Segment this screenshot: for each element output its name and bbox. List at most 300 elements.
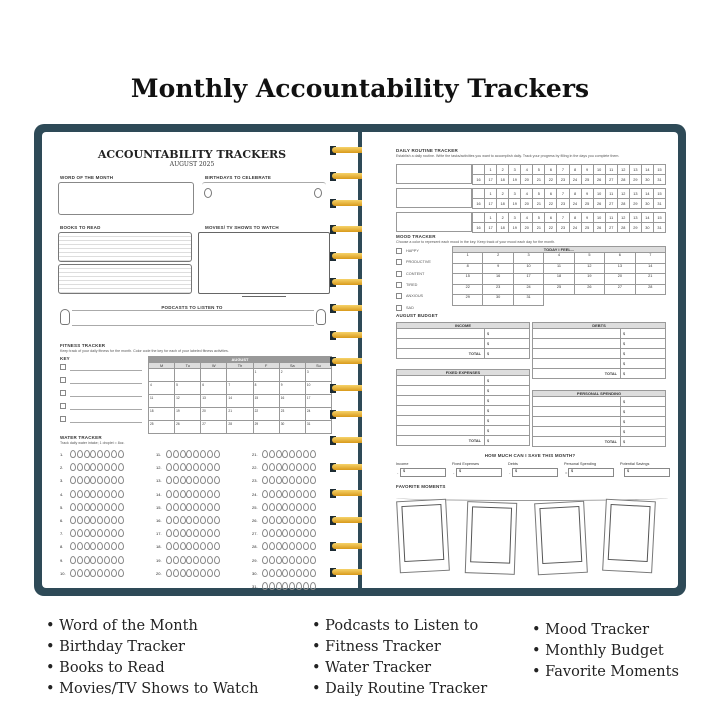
routine-day[interactable]: 19 — [509, 223, 521, 233]
routine-day[interactable]: 14 — [641, 189, 653, 199]
routine-task-box[interactable] — [396, 212, 472, 232]
water-droplet-icon[interactable] — [282, 529, 288, 537]
water-droplet-icon[interactable] — [104, 476, 110, 484]
save-field[interactable]: $ — [400, 468, 446, 477]
water-droplet-icon[interactable] — [200, 463, 206, 471]
routine-day[interactable]: 29 — [629, 199, 641, 209]
water-droplet-icon[interactable] — [282, 476, 288, 484]
water-droplet-icon[interactable] — [97, 556, 103, 564]
water-droplet-icon[interactable] — [84, 542, 90, 550]
water-droplet-icon[interactable] — [269, 516, 275, 524]
amount-field[interactable]: $ — [621, 329, 666, 339]
water-droplet-icon[interactable] — [193, 463, 199, 471]
water-droplet-icon[interactable] — [118, 476, 124, 484]
calendar-day[interactable]: 21 — [227, 408, 253, 421]
water-droplet-icon[interactable] — [262, 450, 268, 458]
water-droplet-icon[interactable] — [97, 516, 103, 524]
mood-day[interactable]: 12 — [574, 263, 604, 274]
water-droplet-icon[interactable] — [262, 490, 268, 498]
calendar-day[interactable]: 23 — [279, 408, 305, 421]
routine-day[interactable]: 29 — [629, 175, 641, 185]
water-droplet-icon[interactable] — [111, 463, 117, 471]
water-droplet-icon[interactable] — [111, 503, 117, 511]
water-droplet-icon[interactable] — [193, 450, 199, 458]
water-droplet-icon[interactable] — [303, 463, 309, 471]
routine-day[interactable]: 23 — [557, 223, 569, 233]
calendar-day[interactable]: 12 — [175, 395, 201, 408]
mood-day[interactable]: 22 — [453, 284, 483, 295]
water-droplet-icon[interactable] — [207, 542, 213, 550]
calendar-day[interactable]: 28 — [227, 421, 253, 434]
water-droplet-icon[interactable] — [200, 516, 206, 524]
water-droplet-icon[interactable] — [296, 542, 302, 550]
water-droplet-icon[interactable] — [207, 503, 213, 511]
water-droplet-icon[interactable] — [296, 450, 302, 458]
amount-field[interactable]: $ — [485, 406, 530, 416]
routine-day[interactable]: 4 — [521, 189, 533, 199]
water-droplet-icon[interactable] — [90, 542, 96, 550]
water-droplet-icon[interactable] — [70, 542, 76, 550]
water-droplet-icon[interactable] — [296, 463, 302, 471]
calendar-day[interactable]: 8 — [253, 382, 279, 395]
mood-day[interactable]: 17 — [513, 274, 543, 285]
water-droplet-icon[interactable] — [186, 516, 192, 524]
water-droplet-icon[interactable] — [193, 503, 199, 511]
calendar-day[interactable] — [201, 369, 227, 382]
routine-day[interactable]: 31 — [653, 223, 665, 233]
water-droplet-icon[interactable] — [84, 450, 90, 458]
water-droplet-icon[interactable] — [207, 450, 213, 458]
routine-day[interactable]: 15 — [653, 189, 665, 199]
amount-field[interactable]: $ — [485, 396, 530, 406]
water-droplet-icon[interactable] — [97, 569, 103, 577]
water-droplet-icon[interactable] — [269, 490, 275, 498]
water-droplet-icon[interactable] — [276, 450, 282, 458]
water-droplet-icon[interactable] — [310, 463, 316, 471]
amount-field[interactable]: $ — [485, 339, 530, 349]
water-droplet-icon[interactable] — [77, 490, 83, 498]
water-droplet-icon[interactable] — [180, 516, 186, 524]
calendar-day[interactable]: 11 — [149, 395, 175, 408]
mood-day[interactable]: 14 — [635, 263, 665, 274]
key-checkbox[interactable] — [60, 364, 66, 370]
water-droplet-icon[interactable] — [207, 476, 213, 484]
water-droplet-icon[interactable] — [310, 516, 316, 524]
routine-day[interactable]: 30 — [641, 199, 653, 209]
water-droplet-icon[interactable] — [90, 569, 96, 577]
photo-frame[interactable] — [465, 501, 517, 575]
water-droplet-icon[interactable] — [104, 503, 110, 511]
water-droplet-icon[interactable] — [104, 450, 110, 458]
water-droplet-icon[interactable] — [173, 529, 179, 537]
water-droplet-icon[interactable] — [180, 556, 186, 564]
water-droplet-icon[interactable] — [186, 542, 192, 550]
water-droplet-icon[interactable] — [90, 450, 96, 458]
routine-day[interactable]: 23 — [557, 199, 569, 209]
save-field[interactable]: $ — [456, 468, 502, 477]
calendar-day[interactable]: 5 — [175, 382, 201, 395]
water-droplet-icon[interactable] — [276, 463, 282, 471]
water-droplet-icon[interactable] — [207, 556, 213, 564]
routine-day[interactable]: 3 — [509, 213, 521, 223]
water-droplet-icon[interactable] — [282, 450, 288, 458]
mood-day[interactable]: 9 — [483, 263, 513, 274]
routine-day[interactable]: 24 — [569, 175, 581, 185]
routine-day[interactable]: 16 — [473, 199, 485, 209]
mood-day[interactable]: 18 — [544, 274, 574, 285]
routine-day[interactable]: 26 — [593, 175, 605, 185]
water-droplet-icon[interactable] — [111, 476, 117, 484]
water-droplet-icon[interactable] — [193, 516, 199, 524]
water-droplet-icon[interactable] — [282, 556, 288, 564]
save-field[interactable]: $ — [624, 468, 670, 477]
amount-field[interactable]: $ — [621, 407, 666, 417]
mood-day[interactable]: 28 — [635, 284, 665, 295]
routine-day[interactable]: 10 — [593, 189, 605, 199]
routine-day[interactable]: 16 — [473, 223, 485, 233]
mood-checkbox[interactable] — [396, 259, 402, 265]
water-droplet-icon[interactable] — [90, 556, 96, 564]
water-droplet-icon[interactable] — [173, 556, 179, 564]
routine-day[interactable]: 17 — [485, 223, 497, 233]
water-droplet-icon[interactable] — [193, 542, 199, 550]
routine-task-box[interactable] — [396, 164, 472, 184]
birthdays-box[interactable] — [202, 182, 326, 215]
water-droplet-icon[interactable] — [173, 542, 179, 550]
water-droplet-icon[interactable] — [296, 490, 302, 498]
routine-day[interactable]: 20 — [521, 223, 533, 233]
mood-checkbox[interactable] — [396, 248, 402, 254]
key-checkbox[interactable] — [60, 403, 66, 409]
water-droplet-icon[interactable] — [310, 542, 316, 550]
mood-checkbox[interactable] — [396, 293, 402, 299]
routine-day[interactable]: 26 — [593, 223, 605, 233]
water-droplet-icon[interactable] — [282, 463, 288, 471]
water-droplet-icon[interactable] — [200, 476, 206, 484]
routine-day[interactable]: 24 — [569, 199, 581, 209]
calendar-day[interactable] — [227, 369, 253, 382]
water-droplet-icon[interactable] — [180, 463, 186, 471]
calendar-day[interactable]: 29 — [253, 421, 279, 434]
water-droplet-icon[interactable] — [84, 516, 90, 524]
mood-day[interactable]: 27 — [605, 284, 635, 295]
water-droplet-icon[interactable] — [282, 503, 288, 511]
water-droplet-icon[interactable] — [200, 569, 206, 577]
routine-day[interactable]: 8 — [569, 189, 581, 199]
mood-day[interactable]: 16 — [483, 274, 513, 285]
water-droplet-icon[interactable] — [200, 450, 206, 458]
mood-day[interactable]: 10 — [513, 263, 543, 274]
routine-day[interactable]: 2 — [497, 189, 509, 199]
water-droplet-icon[interactable] — [70, 529, 76, 537]
water-droplet-icon[interactable] — [310, 582, 316, 590]
water-droplet-icon[interactable] — [111, 542, 117, 550]
routine-day[interactable]: 20 — [521, 199, 533, 209]
water-droplet-icon[interactable] — [289, 476, 295, 484]
water-droplet-icon[interactable] — [77, 556, 83, 564]
routine-day[interactable]: 18 — [497, 199, 509, 209]
water-droplet-icon[interactable] — [310, 476, 316, 484]
water-droplet-icon[interactable] — [166, 476, 172, 484]
routine-day[interactable]: 20 — [521, 175, 533, 185]
routine-day[interactable]: 9 — [581, 213, 593, 223]
water-droplet-icon[interactable] — [207, 516, 213, 524]
water-droplet-icon[interactable] — [97, 450, 103, 458]
water-droplet-icon[interactable] — [104, 463, 110, 471]
calendar-day[interactable]: 4 — [149, 382, 175, 395]
water-droplet-icon[interactable] — [303, 582, 309, 590]
routine-day[interactable]: 31 — [653, 175, 665, 185]
routine-day[interactable]: 21 — [533, 175, 545, 185]
photo-frame[interactable] — [602, 499, 656, 574]
water-droplet-icon[interactable] — [310, 529, 316, 537]
water-droplet-icon[interactable] — [104, 516, 110, 524]
water-droplet-icon[interactable] — [200, 542, 206, 550]
routine-day[interactable]: 1 — [485, 213, 497, 223]
water-droplet-icon[interactable] — [310, 490, 316, 498]
water-droplet-icon[interactable] — [180, 476, 186, 484]
water-droplet-icon[interactable] — [310, 503, 316, 511]
water-droplet-icon[interactable] — [269, 463, 275, 471]
routine-day[interactable]: 17 — [485, 199, 497, 209]
calendar-day[interactable]: 9 — [279, 382, 305, 395]
water-droplet-icon[interactable] — [70, 556, 76, 564]
water-droplet-icon[interactable] — [70, 490, 76, 498]
water-droplet-icon[interactable] — [289, 490, 295, 498]
water-droplet-icon[interactable] — [214, 556, 220, 564]
routine-day[interactable]: 4 — [521, 213, 533, 223]
mood-day[interactable] — [635, 295, 665, 306]
routine-day[interactable]: 2 — [497, 165, 509, 175]
mood-day[interactable]: 11 — [544, 263, 574, 274]
water-droplet-icon[interactable] — [276, 529, 282, 537]
calendar-day[interactable]: 25 — [149, 421, 175, 434]
water-droplet-icon[interactable] — [166, 569, 172, 577]
water-droplet-icon[interactable] — [186, 463, 192, 471]
water-droplet-icon[interactable] — [269, 529, 275, 537]
water-droplet-icon[interactable] — [262, 582, 268, 590]
routine-day[interactable]: 9 — [581, 189, 593, 199]
water-droplet-icon[interactable] — [303, 556, 309, 564]
water-droplet-icon[interactable] — [180, 529, 186, 537]
water-droplet-icon[interactable] — [97, 542, 103, 550]
routine-day[interactable]: 22 — [545, 223, 557, 233]
amount-field[interactable]: $ — [621, 349, 666, 359]
water-droplet-icon[interactable] — [118, 450, 124, 458]
water-droplet-icon[interactable] — [180, 490, 186, 498]
total-field[interactable]: $ — [485, 349, 530, 359]
water-droplet-icon[interactable] — [303, 476, 309, 484]
water-droplet-icon[interactable] — [269, 582, 275, 590]
mood-day[interactable]: 4 — [544, 253, 574, 264]
routine-day[interactable]: 10 — [593, 213, 605, 223]
water-droplet-icon[interactable] — [77, 516, 83, 524]
calendar-day[interactable]: 20 — [201, 408, 227, 421]
routine-day[interactable]: 5 — [533, 189, 545, 199]
routine-day[interactable]: 24 — [569, 223, 581, 233]
word-box[interactable] — [58, 182, 194, 215]
mood-day[interactable]: 23 — [483, 284, 513, 295]
mood-day[interactable]: 31 — [513, 295, 543, 306]
mood-day[interactable] — [605, 295, 635, 306]
mood-day[interactable]: 21 — [635, 274, 665, 285]
amount-field[interactable]: $ — [621, 427, 666, 437]
calendar-day[interactable]: 2 — [279, 369, 305, 382]
water-droplet-icon[interactable] — [118, 516, 124, 524]
mood-day[interactable]: 3 — [513, 253, 543, 264]
routine-day[interactable]: 15 — [653, 213, 665, 223]
routine-day[interactable]: 14 — [641, 165, 653, 175]
water-droplet-icon[interactable] — [296, 569, 302, 577]
water-droplet-icon[interactable] — [214, 516, 220, 524]
water-droplet-icon[interactable] — [276, 582, 282, 590]
water-droplet-icon[interactable] — [310, 569, 316, 577]
water-droplet-icon[interactable] — [303, 542, 309, 550]
calendar-day[interactable]: 30 — [279, 421, 305, 434]
water-droplet-icon[interactable] — [97, 490, 103, 498]
routine-day[interactable]: 12 — [617, 189, 629, 199]
calendar-day[interactable]: 27 — [201, 421, 227, 434]
water-droplet-icon[interactable] — [289, 516, 295, 524]
water-droplet-icon[interactable] — [296, 529, 302, 537]
amount-field[interactable]: $ — [621, 397, 666, 407]
water-droplet-icon[interactable] — [166, 490, 172, 498]
water-droplet-icon[interactable] — [111, 450, 117, 458]
amount-field[interactable]: $ — [485, 416, 530, 426]
water-droplet-icon[interactable] — [303, 503, 309, 511]
water-droplet-icon[interactable] — [276, 569, 282, 577]
water-droplet-icon[interactable] — [207, 529, 213, 537]
routine-day[interactable]: 12 — [617, 165, 629, 175]
water-droplet-icon[interactable] — [193, 490, 199, 498]
mood-day[interactable]: 29 — [453, 295, 483, 306]
calendar-day[interactable]: 26 — [175, 421, 201, 434]
water-droplet-icon[interactable] — [118, 490, 124, 498]
water-droplet-icon[interactable] — [289, 529, 295, 537]
water-droplet-icon[interactable] — [282, 542, 288, 550]
water-droplet-icon[interactable] — [214, 529, 220, 537]
water-droplet-icon[interactable] — [77, 450, 83, 458]
key-checkbox[interactable] — [60, 377, 66, 383]
amount-field[interactable]: $ — [621, 359, 666, 369]
water-droplet-icon[interactable] — [303, 450, 309, 458]
water-droplet-icon[interactable] — [166, 542, 172, 550]
water-droplet-icon[interactable] — [118, 569, 124, 577]
routine-day[interactable]: 6 — [545, 189, 557, 199]
routine-day[interactable]: 9 — [581, 165, 593, 175]
water-droplet-icon[interactable] — [77, 476, 83, 484]
water-droplet-icon[interactable] — [70, 516, 76, 524]
routine-day[interactable]: 7 — [557, 213, 569, 223]
routine-day[interactable]: 8 — [569, 165, 581, 175]
photo-frame[interactable] — [396, 499, 450, 574]
water-droplet-icon[interactable] — [77, 569, 83, 577]
calendar-day[interactable]: 24 — [305, 408, 331, 421]
routine-day[interactable]: 6 — [545, 165, 557, 175]
calendar-day[interactable]: 13 — [201, 395, 227, 408]
routine-day[interactable]: 11 — [605, 189, 617, 199]
water-droplet-icon[interactable] — [104, 529, 110, 537]
water-droplet-icon[interactable] — [84, 476, 90, 484]
water-droplet-icon[interactable] — [289, 450, 295, 458]
water-droplet-icon[interactable] — [104, 490, 110, 498]
routine-day[interactable]: 3 — [509, 189, 521, 199]
water-droplet-icon[interactable] — [276, 516, 282, 524]
mood-day[interactable]: 25 — [544, 284, 574, 295]
mood-day[interactable]: 13 — [605, 263, 635, 274]
water-droplet-icon[interactable] — [289, 503, 295, 511]
water-droplet-icon[interactable] — [70, 450, 76, 458]
routine-day[interactable]: 3 — [509, 165, 521, 175]
water-droplet-icon[interactable] — [269, 503, 275, 511]
mood-day[interactable]: 2 — [483, 253, 513, 264]
water-droplet-icon[interactable] — [193, 569, 199, 577]
water-droplet-icon[interactable] — [173, 490, 179, 498]
photo-frame[interactable] — [534, 501, 588, 576]
water-droplet-icon[interactable] — [70, 503, 76, 511]
water-droplet-icon[interactable] — [289, 582, 295, 590]
amount-field[interactable]: $ — [485, 376, 530, 386]
routine-day[interactable]: 15 — [653, 165, 665, 175]
routine-day[interactable]: 30 — [641, 223, 653, 233]
calendar-day[interactable]: 1 — [253, 369, 279, 382]
water-droplet-icon[interactable] — [289, 556, 295, 564]
mood-checkbox[interactable] — [396, 305, 402, 311]
water-droplet-icon[interactable] — [214, 463, 220, 471]
calendar-day[interactable]: 6 — [201, 382, 227, 395]
calendar-day[interactable]: 14 — [227, 395, 253, 408]
water-droplet-icon[interactable] — [111, 556, 117, 564]
routine-day[interactable]: 7 — [557, 189, 569, 199]
mood-day[interactable]: 26 — [574, 284, 604, 295]
routine-day[interactable]: 18 — [497, 175, 509, 185]
mood-day[interactable] — [574, 295, 604, 306]
key-checkbox[interactable] — [60, 390, 66, 396]
total-field[interactable]: $ — [485, 436, 530, 446]
water-droplet-icon[interactable] — [200, 529, 206, 537]
water-droplet-icon[interactable] — [186, 556, 192, 564]
mood-day[interactable]: 8 — [453, 263, 483, 274]
water-droplet-icon[interactable] — [90, 529, 96, 537]
mood-day[interactable]: 1 — [453, 253, 483, 264]
water-droplet-icon[interactable] — [296, 503, 302, 511]
water-droplet-icon[interactable] — [214, 542, 220, 550]
water-droplet-icon[interactable] — [84, 569, 90, 577]
routine-day[interactable]: 27 — [605, 199, 617, 209]
water-droplet-icon[interactable] — [173, 503, 179, 511]
water-droplet-icon[interactable] — [118, 463, 124, 471]
water-droplet-icon[interactable] — [207, 490, 213, 498]
total-field[interactable]: $ — [621, 369, 666, 379]
routine-day[interactable]: 27 — [605, 175, 617, 185]
water-droplet-icon[interactable] — [214, 503, 220, 511]
routine-day[interactable]: 7 — [557, 165, 569, 175]
water-droplet-icon[interactable] — [111, 490, 117, 498]
routine-day[interactable]: 27 — [605, 223, 617, 233]
calendar-day[interactable] — [175, 369, 201, 382]
routine-day[interactable]: 6 — [545, 213, 557, 223]
amount-field[interactable]: $ — [485, 329, 530, 339]
water-droplet-icon[interactable] — [118, 556, 124, 564]
water-droplet-icon[interactable] — [90, 490, 96, 498]
water-droplet-icon[interactable] — [296, 582, 302, 590]
water-droplet-icon[interactable] — [77, 503, 83, 511]
routine-task-box[interactable] — [396, 188, 472, 208]
water-droplet-icon[interactable] — [84, 503, 90, 511]
water-droplet-icon[interactable] — [70, 463, 76, 471]
water-droplet-icon[interactable] — [269, 450, 275, 458]
water-droplet-icon[interactable] — [262, 569, 268, 577]
